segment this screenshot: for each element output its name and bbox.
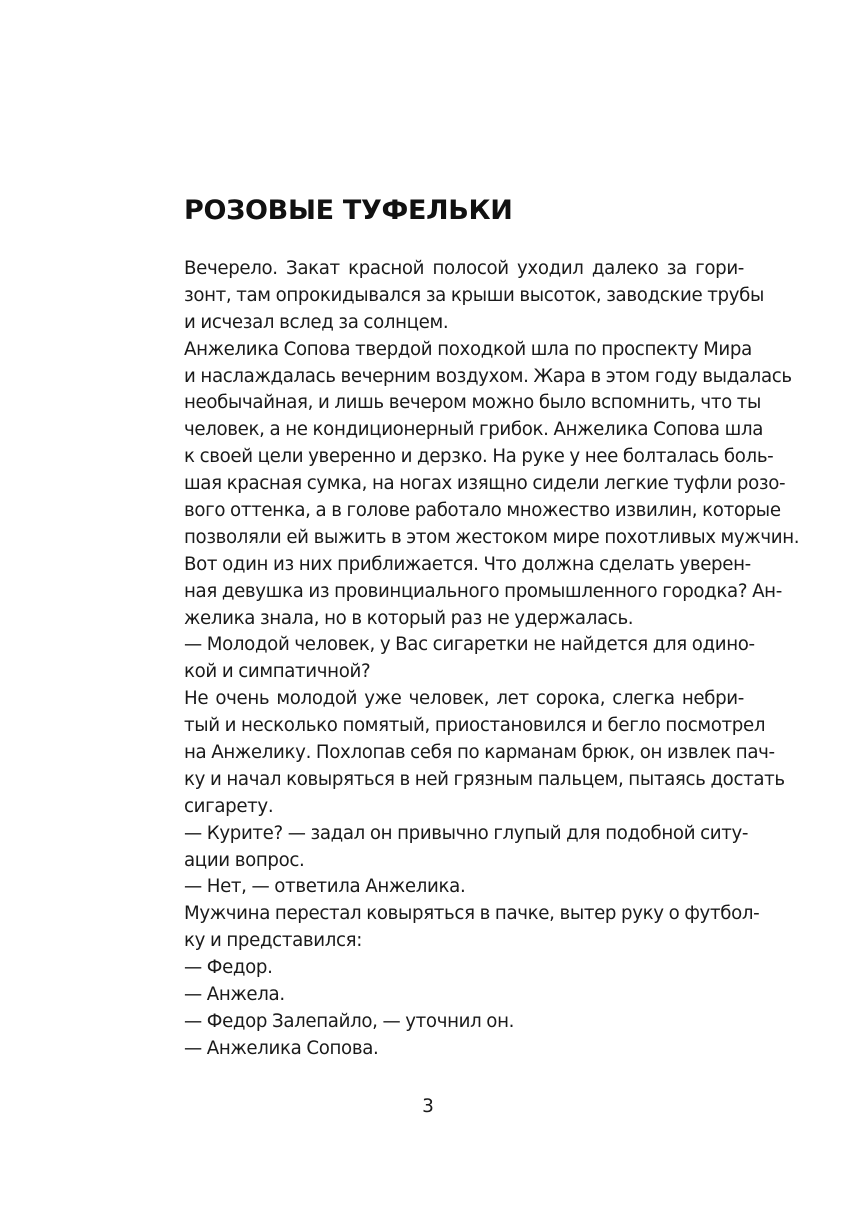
text-line: сигарету. xyxy=(184,795,274,817)
text-line: ная девушка из провинциального промышленного городка? Ан- xyxy=(184,580,782,602)
body-text xyxy=(184,256,800,1063)
text-line: позволяли ей выжить в этом жестоком мире похотливых мужчин. xyxy=(184,526,800,548)
text-line: зонт, там опрокидывался за крыши высоток, заводские трубы xyxy=(184,284,764,306)
text-line: шая красная сумка, на ногах изящно сидели легкие туфли розо- xyxy=(184,473,786,495)
chapter-title: РОЗОВЫЕ ТУФЕЛЬКИ xyxy=(184,195,513,226)
text-line: ку и представился: xyxy=(184,930,363,952)
text-line: ку и начал ковыряться в ней грязным пальцем, пытаясь достать xyxy=(184,768,785,790)
text-line: желика знала, но в который раз не удержалась. xyxy=(184,607,634,629)
text-line: ации вопрос. xyxy=(184,849,305,871)
text-line: Не очень молодой уже человек, лет сорока, слегка небри- xyxy=(184,688,744,710)
text-line: Вот один из них приближается. Что должна сделать уверен- xyxy=(184,553,751,575)
text-line: — Федор. xyxy=(184,957,273,979)
text-line: — Федор Залепайло, — уточнил он. xyxy=(184,1010,515,1032)
text-line: Мужчина перестал ковыряться в пачке, вытер руку о футбол- xyxy=(184,903,760,925)
text-line: на Анжелику. Похлопав себя по карманам брюк, он извлек пач- xyxy=(184,742,775,764)
text-line: — Анжела. xyxy=(184,984,285,1006)
text-line: необычайная, и лишь вечером можно было вспомнить, что ты xyxy=(184,392,762,414)
text-line: и наслаждалась вечерним воздухом. Жара в этом году выдалась xyxy=(184,365,792,387)
text-line: вого оттенка, а в голове работало множество извилин, которые xyxy=(184,500,781,522)
text-line: и исчезал вслед за солнцем. xyxy=(184,311,449,333)
text-line: Анжелика Сопова твердой походкой шла по проспекту Мира xyxy=(184,338,752,360)
text-line: — Курите? — задал он привычно глупый для подобной ситу- xyxy=(184,822,749,844)
text-line: кой и симпатичной? xyxy=(184,661,371,683)
text-line: Вечерело. Закат красной полосой уходил далеко за гори- xyxy=(184,258,744,279)
text-line: тый и несколько помятый, приостановился и бегло посмотрел xyxy=(184,715,766,737)
page-number: 3 xyxy=(422,1096,434,1117)
text-line: к своей цели уверенно и дерзко. На руке у нее болталась боль- xyxy=(184,446,774,468)
text-line: — Нет, — ответила Анжелика. xyxy=(184,876,466,898)
text-line: человек, а не кондиционерный грибок. Анжелика Сопова шла xyxy=(184,419,764,441)
text-line: — Анжелика Сопова. xyxy=(184,1037,379,1059)
text-line: — Молодой человек, у Вас сигаретки не найдется для одино- xyxy=(184,634,755,656)
